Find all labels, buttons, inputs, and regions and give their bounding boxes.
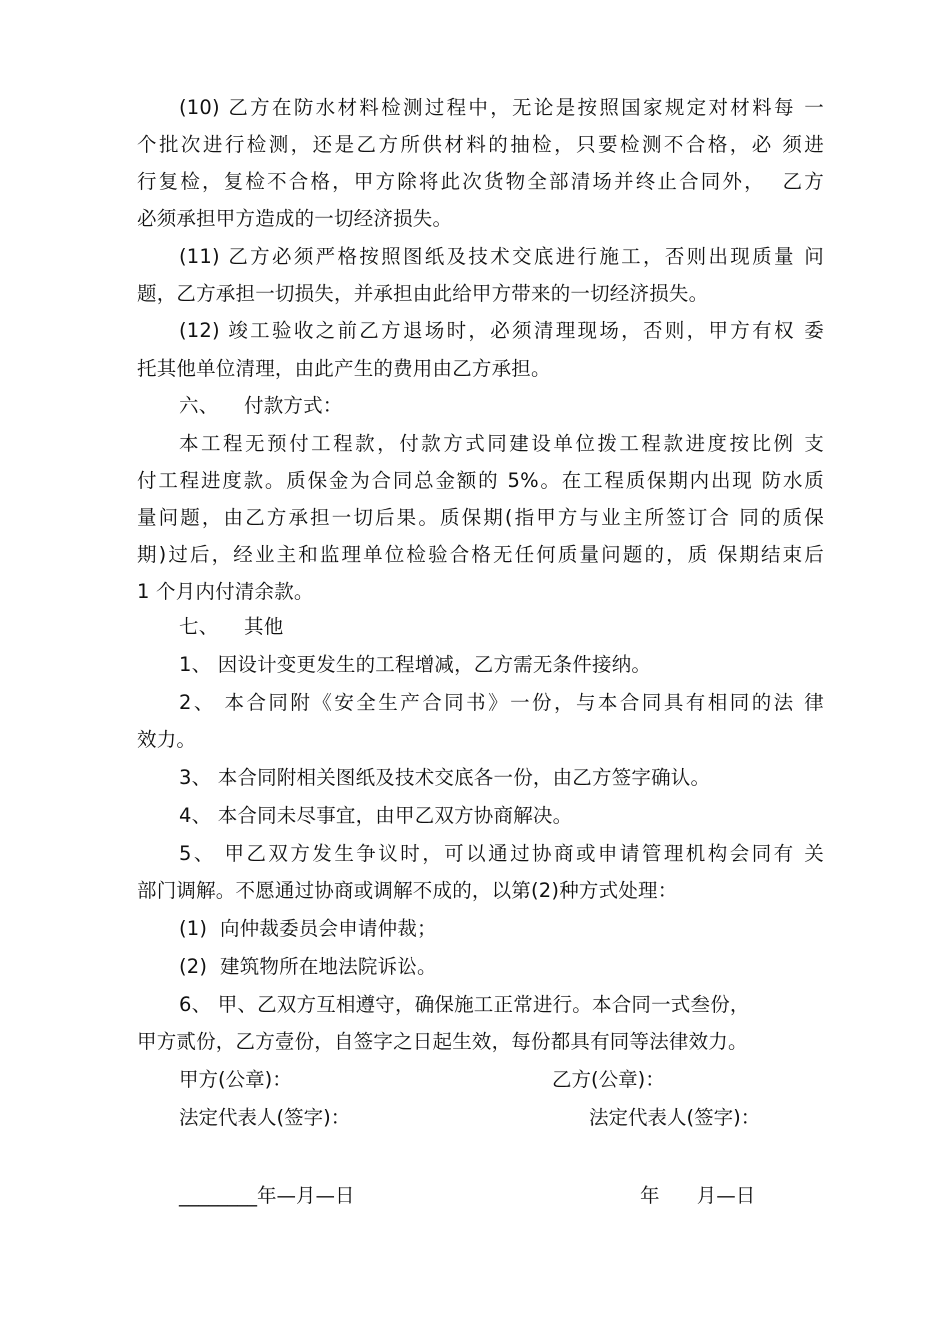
party-b-date: 年 月—日	[640, 1184, 756, 1207]
party-b-seal-label: 乙方(公章)：	[552, 1068, 665, 1091]
payment-line-2: 付工程进度款。质保金为合同总金额的 5%。在工程质保期内出现 防水质	[137, 469, 824, 492]
clause-10-line-1: (10) 乙方在防水材料检测过程中，无论是按照国家规定对材料每 一	[179, 96, 824, 119]
other-item-2-line-2: 效力。	[137, 728, 197, 751]
other-item-6-line-2: 甲方贰份，乙方壹份，自签字之日起生效，每份都具有同等法律效力。	[137, 1030, 748, 1053]
other-item-3: 3、 本合同附相关图纸及技术交底各一份，由乙方签字确认。	[179, 766, 711, 789]
other-item-6-line-1: 6、 甲、乙双方互相遵守，确保施工正常进行。本合同一式叁份，	[179, 993, 750, 1016]
clause-10-line-3: 行复检，复检不合格，甲方除将此次货物全部清场并终止合同外， 乙方	[137, 170, 824, 193]
payment-line-1: 本工程无预付工程款，付款方式同建设单位拨工程款进度按比例 支	[179, 432, 824, 455]
payment-line-3: 量问题，由乙方承担一切后果。质保期(指甲方与业主所签订合 同的质保	[137, 506, 824, 529]
clause-11-line-2: 题，乙方承担一切损失，并承担由此给甲方带来的一切经济损失。	[137, 282, 709, 305]
party-b-representative-label: 法定代表人(签字)：	[589, 1106, 761, 1129]
other-item-2-line-1: 2、 本合同附《安全生产合同书》一份，与本合同具有相同的法 律	[179, 691, 824, 714]
party-a-date: ________年—月—日	[179, 1184, 355, 1207]
party-a-representative-label: 法定代表人(签字)：	[179, 1106, 351, 1129]
payment-line-4: 期)过后，经业主和监理单位检验合格无任何质量问题的，质 保期结束后	[137, 543, 824, 566]
other-item-4: 4、 本合同未尽事宜，由甲乙双方协商解决。	[179, 804, 573, 827]
clause-12-line-2: 托其他单位清理，由此产生的费用由乙方承担。	[137, 357, 551, 380]
section-7-heading: 七、 其他	[179, 615, 284, 638]
clause-12-line-1: (12) 竣工验收之前乙方退场时，必须清理现场，否则，甲方有权 委	[179, 319, 824, 342]
clause-10-line-4: 必须承担甲方造成的一切经济损失。	[137, 207, 453, 230]
party-a-seal-label: 甲方(公章)：	[179, 1068, 292, 1091]
dispute-option-1: (1) 向仲裁委员会申请仲裁；	[179, 917, 437, 940]
other-item-5-line-2: 部门调解。不愿通过协商或调解不成的，以第(2)种方式处理：	[137, 879, 678, 902]
dispute-option-2: (2) 建筑物所在地法院诉讼。	[179, 955, 437, 978]
clause-11-line-1: (11) 乙方必须严格按照图纸及技术交底进行施工，否则出现质量 问	[179, 245, 824, 268]
other-item-1: 1、 因设计变更发生的工程增减，乙方需无条件接纳。	[179, 653, 652, 676]
clause-10-line-2: 个批次进行检测，还是乙方所供材料的抽检，只要检测不合格，必 须进	[137, 133, 824, 156]
other-item-5-line-1: 5、 甲乙双方发生争议时，可以通过协商或申请管理机构会同有 关	[179, 842, 824, 865]
section-6-heading: 六、 付款方式：	[179, 394, 343, 417]
payment-line-5: 1 个月内付清余款。	[137, 580, 314, 603]
